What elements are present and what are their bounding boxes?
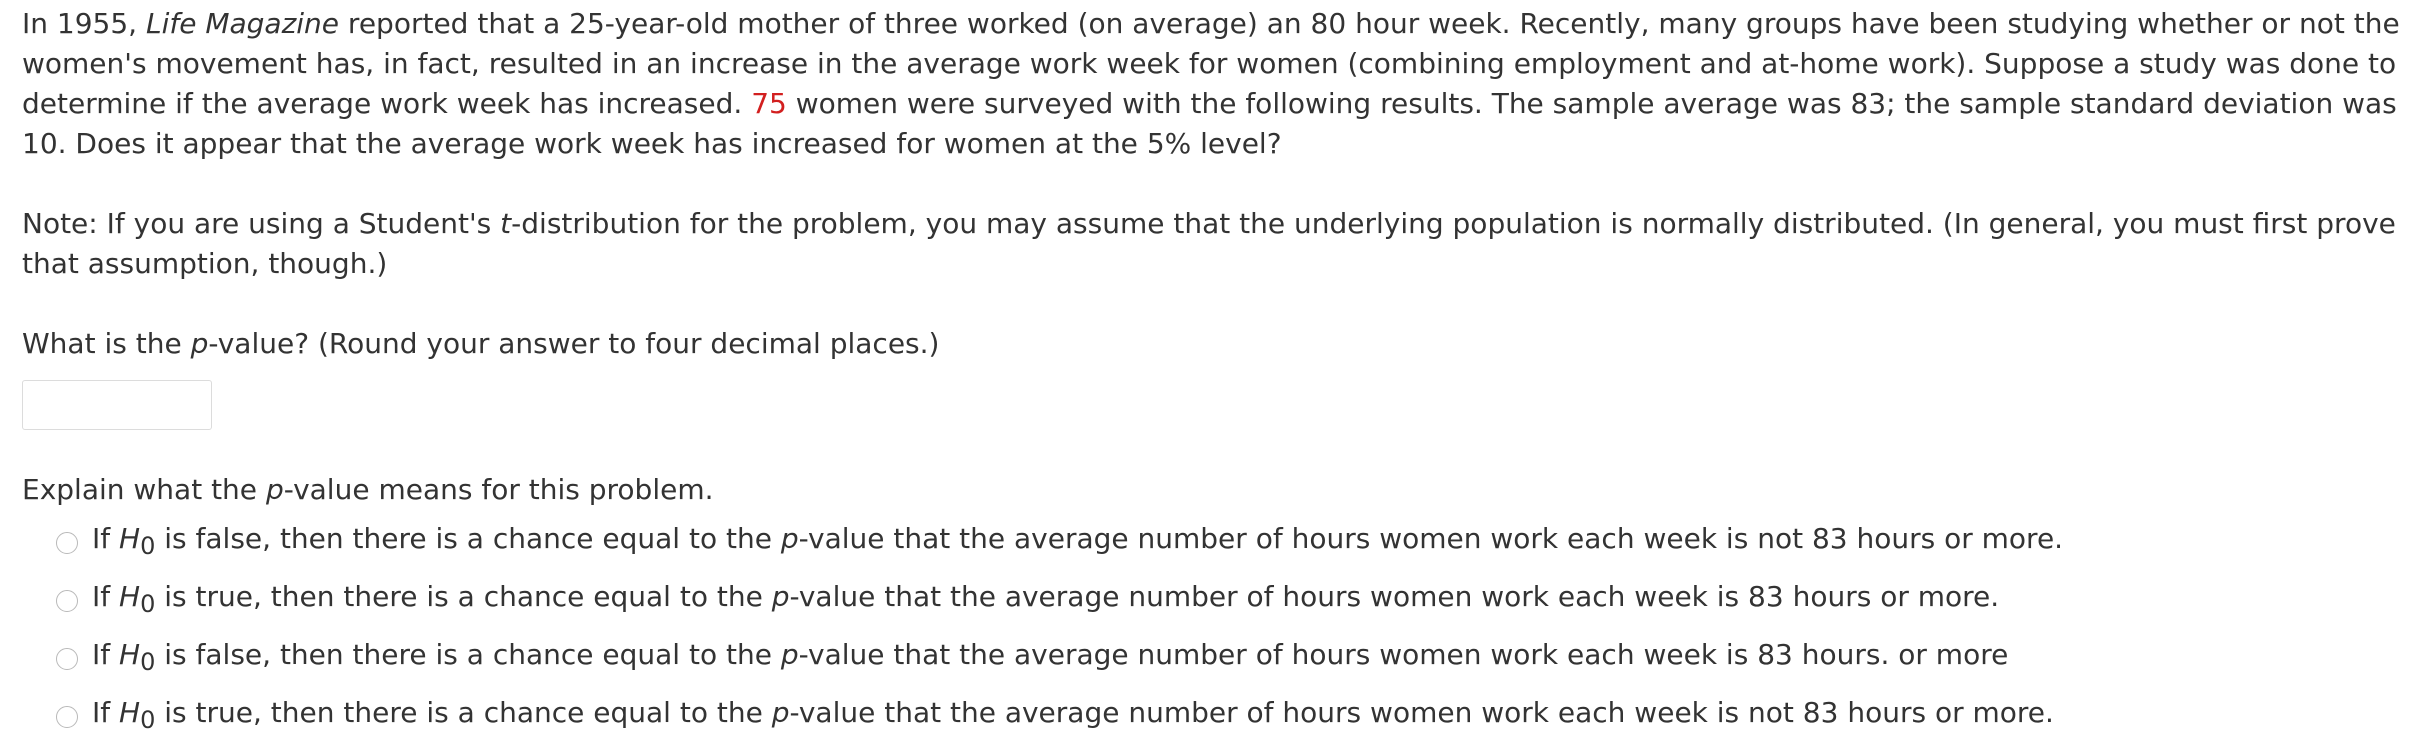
p-symbol: p	[771, 696, 790, 729]
p-symbol: p	[265, 473, 284, 506]
option-text: -value that the average number of hours women work each week is not 83 hours or more.	[789, 696, 2054, 729]
option-text: is true, then there is a chance equal to the	[155, 580, 772, 613]
option-label	[92, 693, 2054, 733]
problem-text: women were surveyed with the following results. The sample average was 83; the sample standard deviation was 10. Does it appear that the average work week has increased for women at the 5% level?	[22, 87, 2397, 160]
h-symbol: H	[119, 580, 141, 613]
h-symbol: H	[119, 522, 141, 555]
problem-statement	[22, 0, 2414, 164]
p-symbol: p	[190, 327, 209, 360]
h-subscript: 0	[140, 706, 156, 734]
t-symbol: t	[500, 207, 512, 240]
p-symbol: p	[771, 580, 790, 613]
answer-option-3[interactable]	[56, 626, 2414, 684]
p-symbol: p	[780, 638, 799, 671]
note-text: -distribution for the problem, you may assume that the underlying population is normally distributed. (In general, you must first prove that assumption, though.)	[22, 207, 2396, 280]
answer-option-1[interactable]	[56, 510, 2414, 568]
pvalue-question	[22, 324, 2414, 364]
h-subscript: 0	[140, 532, 156, 560]
pvalue-answer-input[interactable]	[22, 380, 212, 430]
option-label	[92, 635, 2008, 675]
answer-option-4[interactable]	[56, 684, 2414, 742]
option-label	[92, 577, 1999, 617]
explain-prompt	[22, 470, 2414, 510]
note-paragraph	[22, 204, 2414, 284]
option-text: If	[92, 522, 120, 555]
magazine-name: Life Magazine	[145, 7, 340, 40]
option-text: is false, then there is a chance equal to the	[155, 522, 781, 555]
option-text: -value that the average number of hours women work each week is 83 hours or more.	[789, 580, 2000, 613]
option-text: If	[92, 638, 120, 671]
question-text: -value? (Round your answer to four decimal places.)	[208, 327, 940, 360]
option-text: If	[92, 580, 120, 613]
option-text: -value that the average number of hours women work each week is not 83 hours or more.	[798, 522, 2064, 555]
p-symbol: p	[780, 522, 799, 555]
radio-button[interactable]	[56, 706, 78, 728]
question-text: What is the	[22, 327, 191, 360]
sample-size-value: 75	[751, 87, 787, 120]
option-text: -value that the average number of hours women work each week is 83 hours. or more	[798, 638, 2009, 671]
h-subscript: 0	[140, 590, 156, 618]
note-text: Note: If you are using a Student's	[22, 207, 501, 240]
option-text: is true, then there is a chance equal to the	[155, 696, 772, 729]
h-subscript: 0	[140, 648, 156, 676]
problem-text: reported that a 25-year-old mother of three worked (on average) an 80 hour week. Recently, many groups have been studying whether or not the women's movement has, in fact, resulted in an increase in the average work week for women (combining employment and at-home work). Suppose a study was done to determine if the average work week has increased.	[22, 7, 2400, 120]
option-text: If	[92, 696, 120, 729]
option-text: is false, then there is a chance equal to the	[155, 638, 781, 671]
radio-button[interactable]	[56, 532, 78, 554]
answer-options	[22, 510, 2414, 742]
answer-option-2[interactable]	[56, 568, 2414, 626]
option-label	[92, 519, 2063, 559]
h-symbol: H	[119, 696, 141, 729]
explain-text: -value means for this problem.	[283, 473, 714, 506]
radio-button[interactable]	[56, 648, 78, 670]
problem-text: In 1955,	[22, 7, 146, 40]
h-symbol: H	[119, 638, 141, 671]
radio-button[interactable]	[56, 590, 78, 612]
explain-text: Explain what the	[22, 473, 266, 506]
